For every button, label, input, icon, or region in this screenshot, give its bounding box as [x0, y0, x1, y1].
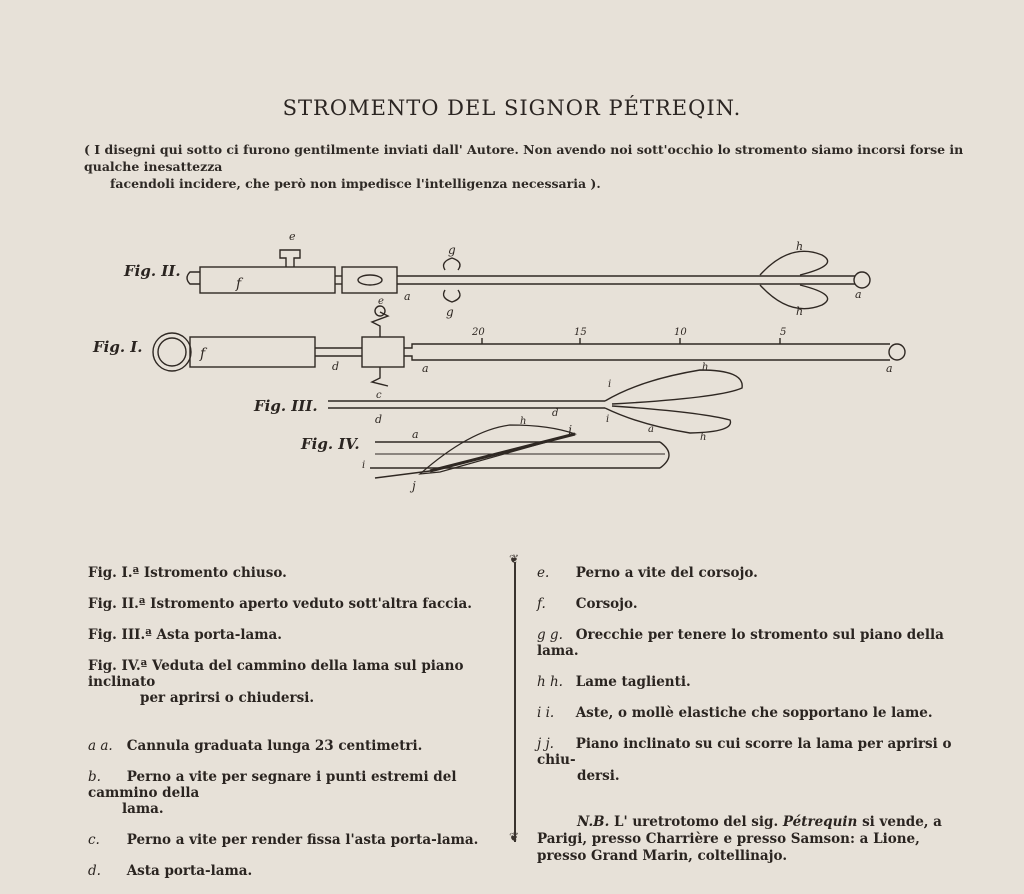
letter-a-fig4b: a [648, 424, 654, 435]
letter-g-top: g [448, 243, 456, 257]
mark-20: 20 [472, 327, 485, 338]
fig-2-label: Fig. II. [124, 262, 181, 280]
legend-key [537, 736, 571, 752]
mark-10: 10 [674, 327, 687, 338]
letter-h-fig3: h [702, 362, 709, 373]
legend-item [537, 736, 957, 784]
legend-text-cont: dersi. [577, 768, 620, 784]
letter-a-fig2: a [404, 290, 411, 303]
legend-key: Fig. III.ª [88, 627, 152, 643]
legend-key: Fig. IV.ª [88, 658, 148, 674]
instrument-engraving [0, 220, 1024, 510]
legend-item [88, 565, 508, 581]
legend-key-letter: j j. [537, 736, 554, 752]
legend-text: Orecchie per tenere lo stromento sul piano della lama. [537, 627, 944, 659]
letter-a-fig2-tip: a [855, 288, 862, 301]
fig-2-drawing [187, 230, 870, 319]
legend-text: Corsojo. [575, 596, 638, 612]
letter-e-fig2: e [289, 230, 296, 243]
legend-item [88, 738, 508, 754]
legend-key [537, 596, 571, 612]
legend-text: Aste, o mollè elastiche che sopportano le lame. [575, 705, 933, 721]
legend-key [537, 705, 571, 721]
legend-item [88, 627, 508, 643]
letter-i-bottom: i [606, 414, 610, 425]
letter-h-fig4b: h [700, 432, 707, 443]
ornament-bottom-icon: ❦ [509, 830, 520, 844]
letter-f-fig1: f [200, 346, 206, 362]
letter-g-bottom: g [446, 305, 454, 319]
legend-key-letter: c. [88, 832, 100, 848]
intro-note-line-2: facendoli incidere, che però non impedisce l'intelligenza necessaria ). [110, 176, 601, 191]
letter-i-top: i [608, 379, 612, 390]
intro-note [84, 141, 964, 192]
nb-text-1: L' uretrotomo del sig. [614, 814, 779, 830]
mark-15: 15 [574, 327, 587, 338]
legend-item [537, 705, 957, 721]
legend-key [88, 769, 122, 785]
legend-key: Fig. II.ª [88, 596, 146, 612]
letter-d-fig3b: d [552, 408, 559, 419]
legend-key [537, 565, 571, 581]
nb-label: N.B. [577, 814, 610, 830]
legend-key [88, 832, 122, 848]
letter-i-fig4: i [362, 460, 366, 471]
letter-d-fig1: d [332, 360, 340, 373]
legend-text: Istromento chiuso. [143, 565, 287, 581]
legend-item [537, 627, 957, 659]
ornament-top-icon: ❦ [509, 552, 520, 566]
legend-item [537, 596, 957, 612]
column-divider [514, 562, 516, 842]
legend-key-letter: i i. [537, 705, 555, 721]
legend-key [537, 674, 571, 690]
legend-text: Veduta del cammino della lama sul piano inclinato [88, 658, 464, 690]
legend-item [537, 674, 957, 690]
legend-key [88, 738, 122, 754]
legend-key [88, 863, 122, 879]
legend-key-letter: a a. [88, 738, 113, 754]
letter-d-fig3: d [375, 413, 383, 426]
letter-h-fig4: h [520, 416, 527, 427]
mark-5: 5 [780, 327, 787, 338]
letter-h-bottom: h [796, 305, 804, 318]
legend-text: Piano inclinato su cui scorre la lama per aprirsi o chiu- [537, 736, 952, 768]
legend-text: Istromento aperto veduto sott'altra faccia. [150, 596, 472, 612]
legend-text-cont: per aprirsi o chiudersi. [140, 690, 315, 706]
letter-h-top: h [796, 240, 804, 253]
nb-text-2: si vende, a Parigi, presso Charrière e presso Samson: a Lione, presso Grand Marin, coltellinajo. [537, 814, 942, 864]
fig-3-drawing [328, 362, 742, 433]
letter-j-bottom: j [412, 479, 416, 493]
legend-item [537, 565, 957, 581]
intro-note-line-1: ( I disegni qui sotto ci furono gentilmente inviati dall' Autore. Non avendo noi sott'occhio lo stromento siamo incorsi forse in qualche inesattezza [84, 142, 964, 174]
nb-note [537, 814, 957, 865]
fig-1-drawing [153, 296, 905, 401]
legend-text: Asta porta-lama. [126, 863, 253, 879]
fig-3-label: Fig. III. [254, 397, 318, 415]
fig-4-label: Fig. IV. [301, 435, 360, 453]
legend-key-letter: b. [88, 769, 101, 785]
letter-f-fig2: f [236, 276, 242, 292]
legend-key-letter: g g. [537, 627, 563, 643]
legend-text: Cannula graduata lunga 23 centimetri. [126, 738, 423, 754]
legend-text: Perno a vite del corsojo. [575, 565, 758, 581]
letter-j-top: j [568, 423, 572, 437]
legend-key: Fig. I.ª [88, 565, 140, 581]
legend-item [88, 832, 508, 848]
legend-right [537, 565, 957, 865]
legend-text: Perno a vite per render fissa l'asta porta-lama. [126, 832, 479, 848]
legend-key-letter: e. [537, 565, 550, 581]
legend-text: Asta porta-lama. [156, 627, 282, 643]
fig-1-label: Fig. I. [93, 338, 143, 356]
legend-text-cont: lama. [122, 801, 164, 817]
legend-key-letter: f. [537, 596, 546, 612]
legend-item [88, 769, 508, 817]
page-title: STROMENTO DEL SIGNOR PÉTREQIN. [282, 96, 742, 120]
legend-key-letter: d. [88, 863, 101, 879]
fig-4-drawing [362, 416, 706, 493]
legend-text: Lame taglienti. [575, 674, 691, 690]
legend-item [88, 596, 508, 612]
letter-c-fig1: c [376, 390, 382, 401]
letter-e-fig1: e [378, 296, 384, 307]
legend-left [88, 565, 508, 894]
legend-key-letter: h h. [537, 674, 563, 690]
letter-a-fig1: a [422, 362, 429, 375]
legend-key [537, 627, 571, 643]
legend-item [88, 658, 508, 706]
legend-item [88, 863, 508, 879]
legend-text: Perno a vite per segnare i punti estremi del cammino della [88, 769, 457, 801]
nb-name: Pétrequin [782, 814, 858, 830]
letter-a-fig4: a [412, 428, 419, 441]
letter-a-fig1-tip: a [886, 362, 893, 375]
